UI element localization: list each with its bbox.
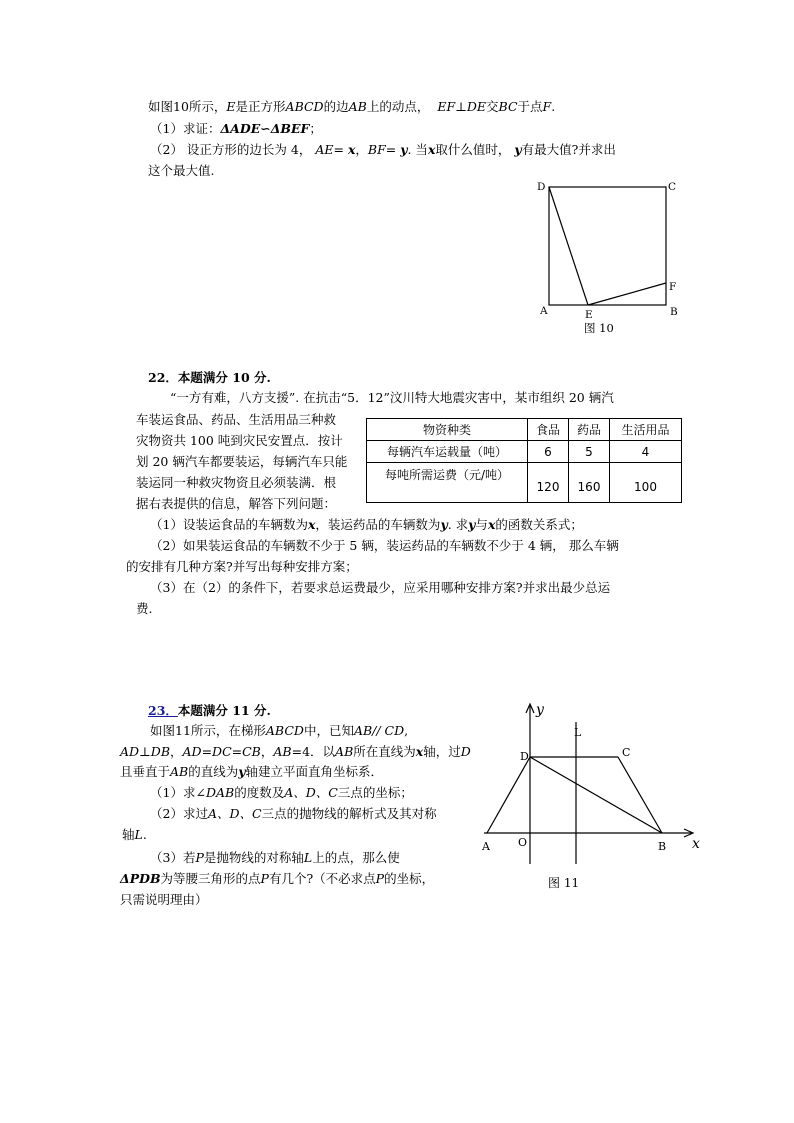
points-adc: A、D、C [207,806,262,821]
segment-de [549,187,588,305]
q23-sub-2-cont [122,827,147,843]
label-a: A [482,840,490,853]
axis-l: L [134,827,143,842]
q22-text: 与 [475,517,488,532]
figure-10 [530,172,690,342]
figure-caption: 图 11 [548,876,580,890]
q23-text: =4．以 [291,744,336,759]
q23-sub-2 [150,806,437,822]
label-c: C [668,181,677,193]
supplies-table [366,418,682,503]
label-o: O [518,836,528,849]
side-bc: BC [498,99,518,114]
triangle-pdb: ΔPDB [120,871,161,886]
q21-text: ； [309,121,322,136]
q23-text: 中，已知 [303,723,354,738]
q23-text: 上的点，那么使 [312,850,400,865]
q22-sub-2: （2）如果装运食品的车辆数不少于 5 辆，装运药品的车辆数不少于 4 辆， 那么车辆 [150,538,619,553]
var-x: x [427,142,436,157]
q22-text: . 求 [447,517,469,532]
label-b: B [658,840,667,853]
side-cb [618,757,662,833]
q23-sub-1 [150,785,413,801]
point-p: P [195,850,204,865]
q23-text: 轴，过 [423,744,461,759]
q23-text: 是抛物线的对称轴 [203,850,304,865]
var-f: F [542,99,552,114]
ad-perp-db: AD⊥DB [120,744,171,759]
side-ab: AB [348,99,367,114]
square-abcd [549,187,666,305]
q23-text: ， [170,744,183,759]
side-ab: AB [335,744,354,759]
q21-text: 于点 [517,99,543,114]
q21-text: ， [355,142,368,157]
label-f: F [669,281,677,293]
q21-text: . 当 [407,142,428,157]
q23-text: （3）若 [150,850,196,865]
q21-line-1 [148,99,555,115]
side-ab: AB [170,764,189,779]
q23-text: 的度数及 [234,785,285,800]
table-cell: 每吨所需运费（元/吨） [367,463,528,503]
square-name: ABCD [285,99,324,114]
q21-text: . [551,99,556,114]
q22-sub-2-cont: 的安排有几种方案?并写出每种安排方案； [126,559,358,574]
q23-sub-3 [150,850,400,866]
q23-text: 且垂直于 [120,764,171,779]
table-cell: 6 [528,441,569,463]
q22-line-2: 车装运食品、药品、生活用品三种救 [136,412,337,427]
label-l: L [574,726,582,739]
similar-triangles-expr: ΔADE∽ΔBEF [220,121,310,136]
q23-text: （1）求∠ [150,785,206,800]
var-y: y [468,517,476,532]
table-header-cell: 生活用品 [610,419,682,441]
label-x: x [692,836,700,852]
axis-l: L [303,850,313,865]
q21-text: 取什么值时， [435,142,515,157]
table-header-cell: 药品 [569,419,610,441]
var-x: x [415,744,424,759]
var-x: x [307,517,316,532]
q21-text: = [385,142,401,157]
q21-text: 是正方形 [235,99,286,114]
diagonal-db [530,757,662,833]
label-a: A [540,305,548,317]
q21-text: （1）求证： [150,121,221,136]
table-cell: 4 [610,441,682,463]
label-y: y [536,702,544,718]
figure-caption: 图 10 [584,321,614,335]
equal-sides: AD=DC=CB [182,744,261,759]
q23-text: 如图11所示，在梯形 [150,723,266,738]
q23-text: 的直线为 [188,764,239,779]
label-b: B [670,306,678,318]
q22-sub-3: （3）在（2）的条件下，若要求总运费最少，应采用哪种安排方案?并求出最少总运 [150,580,611,595]
segment-ef [588,283,666,305]
table-cell: 100 [610,463,682,503]
q22-text: （1）设装运食品的车辆数为 [150,517,308,532]
q22-line-1: “一方有难，八方支援”. 在抗击“5．12”汶川特大地震灾害中，某市组织 20 辆汽 [170,390,614,405]
q23-heading-line [148,703,271,719]
q23-text: 的坐标， [384,871,435,886]
q23-number-link[interactable]: 23． [148,703,178,718]
q22-line-3: 灾物资共 100 吨到灾民安置点．按计 [136,433,343,448]
q23-line-1 [150,723,408,739]
q21-text: 如图10所示， [148,99,227,114]
side-ab: AB [273,744,292,759]
q23-text: 轴建立平面直角坐标系． [245,764,384,779]
q23-text: ， [260,744,274,759]
q21-part-1 [150,121,322,137]
label-c: C [622,746,631,759]
q23-text: （2）求过 [150,806,208,821]
q23-text: 三点的抛物线的解析式及其对称 [261,806,437,821]
trapezoid-name: ABCD [265,723,304,738]
q23-sub-3-cont [120,871,434,887]
q23-text: 三点的坐标； [337,785,413,800]
q22-sub-3-cont: 费. [136,601,153,616]
table-header-row [367,419,682,441]
q23-text: 所在直线为 [353,744,416,759]
q21-text: = [333,142,348,157]
side-ad [487,757,530,833]
figure-11 [470,696,710,896]
q21-text: 交 [486,99,499,114]
q23-heading: 本题满分 11 分. [177,703,271,718]
label-e: E [585,309,593,321]
q21-text: 上的动点， [366,99,430,114]
ab-parallel-cd: AB// CD [353,723,405,738]
table-cell: 160 [569,463,610,503]
q22-sub-1 [150,517,583,533]
q21-part-2-cont: 这个最大值. [148,163,215,178]
q23-sub-3-cont-2: 只需说明理由） [120,892,208,907]
q23-text: , [404,723,409,738]
table-cell: 每辆汽车运载量（吨） [367,441,528,463]
table-cell: 120 [528,463,569,503]
q23-text: . [142,827,147,842]
table-row [367,441,682,463]
var-x: x [487,517,496,532]
q22-line-6: 据右表提供的信息，解答下列问题： [136,496,337,511]
q23-text: 轴 [122,827,135,842]
table-header-cell: 物资种类 [367,419,528,441]
var-y: y [440,517,448,532]
q22-text: ，装运药品的车辆数为 [315,517,441,532]
var-y: y [514,142,522,157]
label-d: D [520,750,529,763]
ef-perp-de: EF⊥DE [437,99,487,114]
q22-line-4: 划 20 辆汽车都要装运，每辆汽车只能 [136,454,348,469]
q21-text: 的边 [323,99,349,114]
q21-text: （2） 设正方形的边长为 4， [150,142,316,157]
q23-line-2 [120,744,471,760]
seg-ae: AE [315,142,334,157]
label-d: D [537,181,546,193]
table-cell: 5 [569,441,610,463]
q23-text: 为等腰三角形的点 [160,871,261,886]
q22-text: 的函数关系式； [495,517,583,532]
var-x: x [347,142,356,157]
var-y: y [238,764,246,779]
q21-part-2 [150,142,616,158]
table-header-cell: 食品 [528,419,569,441]
var-e: E [226,99,236,114]
q22-line-5: 装运同一种救灾物资且必须装满．根 [136,475,337,490]
q23-line-3 [120,764,383,780]
point-p: P [375,871,385,886]
var-y: y [400,142,408,157]
table-row [367,463,682,503]
angle-dab: DAB [205,785,235,800]
point-d: D [460,744,471,759]
point-p: P [260,871,269,886]
q23-text: 有几个?（不必求点 [268,871,376,886]
q22-heading: 22．本题满分 10 分. [148,370,271,385]
q21-text: 有最大值?并求出 [521,142,616,157]
seg-bf: BF [367,142,386,157]
points-adc: A、D、C [284,785,338,800]
